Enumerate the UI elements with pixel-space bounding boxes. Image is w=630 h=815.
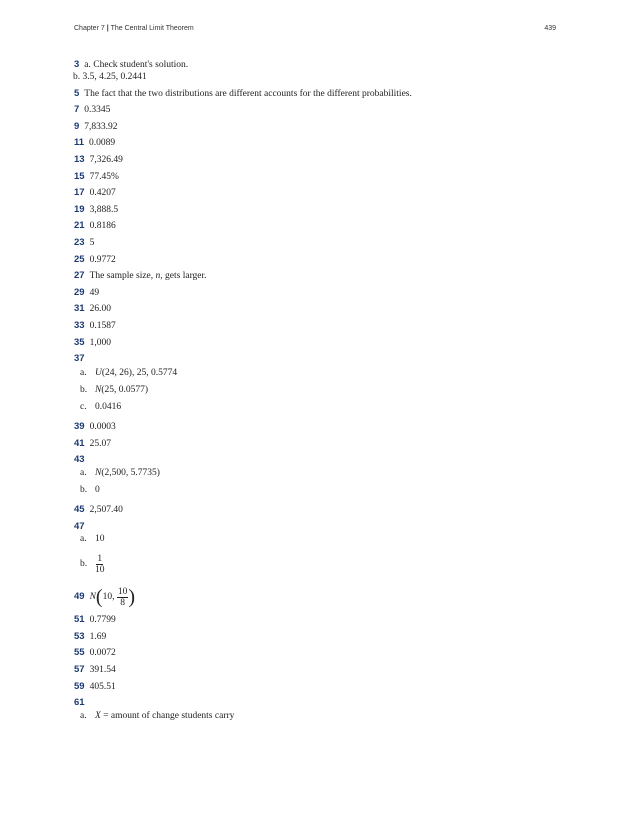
part-label: c.	[80, 402, 87, 413]
answer-number: 25	[74, 253, 85, 265]
variable-N: N	[89, 592, 96, 603]
answer-number: 45	[74, 504, 85, 516]
answer-number: 41	[74, 437, 85, 449]
answer-number: 3	[74, 59, 80, 70]
answer-text: 77.45%	[89, 171, 119, 182]
answer-text: 2,507.40	[89, 505, 123, 516]
answer-number: 31	[74, 303, 85, 315]
answer-text: 0.9772	[89, 254, 116, 265]
answer-47	[74, 521, 564, 533]
answer-text: 0.4207	[89, 188, 116, 199]
answer-text: 1.69	[89, 631, 107, 642]
answer-text: 0.0089	[89, 138, 116, 149]
answer-43-part-a	[74, 467, 564, 484]
answer-number: 7	[74, 104, 80, 116]
answer-number: 17	[74, 187, 85, 199]
answer-text: 49	[89, 287, 100, 298]
part-text: (25, 0.0577)	[101, 385, 149, 396]
answer-45	[74, 504, 564, 521]
running-header	[74, 25, 194, 32]
answer-text-pre: The sample size,	[89, 271, 156, 282]
answer-number: 11	[74, 137, 85, 149]
fraction-numerator: 1	[97, 553, 103, 564]
answer-41	[74, 438, 564, 455]
answer-number: 27	[74, 270, 85, 282]
answer-27	[74, 270, 564, 287]
answer-35	[74, 337, 564, 354]
answer-15	[74, 171, 564, 188]
answer-61-part-a	[74, 710, 564, 722]
answer-part-a: a. Check student's solution.	[84, 60, 189, 70]
answer-text: 0.7799	[89, 615, 116, 626]
header-separator: |	[104, 25, 111, 32]
fraction-numerator: 10	[117, 586, 128, 597]
answer-47-part-b	[74, 547, 564, 581]
answer-number: 61	[74, 697, 85, 709]
part-label: b.	[80, 385, 88, 396]
answer-number: 21	[74, 220, 85, 232]
answer-number: 51	[74, 614, 85, 626]
part-label: b.	[80, 559, 88, 570]
answer-text: 3,888.5	[89, 204, 119, 215]
answer-33	[74, 320, 564, 337]
answer-number: 23	[74, 236, 85, 248]
fraction-denominator: 8	[120, 597, 125, 608]
answer-55	[74, 647, 564, 664]
part-label: a.	[80, 468, 87, 479]
answer-37-part-b	[74, 384, 564, 401]
answer-13	[74, 154, 564, 171]
answer-text: 405.51	[89, 681, 116, 692]
answer-37	[74, 353, 564, 367]
answer-number: 13	[74, 153, 85, 165]
answer-53	[74, 631, 564, 648]
answer-text: 0.1587	[89, 320, 116, 331]
chapter-label: Chapter 7	[74, 25, 105, 32]
answer-number: 29	[74, 286, 85, 298]
answer-59	[74, 681, 564, 698]
answer-number: 47	[74, 521, 85, 533]
part-text: 0.0416	[95, 402, 122, 413]
answer-text: 5	[89, 237, 95, 248]
answer-37-part-a	[74, 367, 564, 384]
answer-text: 0.3345	[84, 105, 111, 116]
answer-number: 9	[74, 120, 80, 132]
answer-7	[74, 104, 564, 121]
answer-text: 25.07	[89, 438, 111, 449]
chapter-title: The Central Limit Theorem	[110, 25, 194, 32]
answer-61	[74, 697, 564, 710]
answer-number: 55	[74, 647, 85, 659]
answer-11	[74, 137, 564, 154]
variable-n: n	[155, 271, 161, 282]
part-label: a.	[80, 534, 87, 545]
answer-57	[74, 664, 564, 681]
answer-19	[74, 204, 564, 221]
answer-number: 35	[74, 336, 85, 348]
fraction	[117, 587, 129, 608]
part-label: b.	[80, 485, 88, 496]
variable-N: N	[95, 468, 102, 479]
answer-21	[74, 220, 564, 237]
answer-number: 39	[74, 421, 85, 433]
variable-X: X	[95, 711, 101, 722]
answer-text-post: , gets larger.	[160, 271, 207, 282]
answer-number: 15	[74, 170, 85, 182]
first-arg: 10,	[102, 592, 117, 603]
answer-17	[74, 187, 564, 204]
part-text: (24, 26), 25, 0.5774	[101, 368, 178, 379]
answer-text: 26.00	[89, 304, 111, 315]
answer-number: 19	[74, 203, 85, 215]
variable-N: N	[95, 385, 102, 396]
part-text: 10	[95, 534, 105, 545]
open-paren: (	[95, 586, 103, 609]
answer-text: 1,000	[89, 337, 111, 348]
answer-3-part-b: b. 3.5, 4.25, 0.2441	[73, 72, 147, 82]
answer-text: 0.8186	[89, 221, 116, 232]
answer-39	[74, 421, 564, 438]
answer-number: 53	[74, 630, 85, 642]
close-paren: )	[128, 586, 136, 609]
answer-25	[74, 254, 564, 271]
answer-text: 391.54	[89, 665, 116, 676]
answer-number: 57	[74, 664, 85, 676]
fraction-denominator: 10	[95, 564, 105, 575]
answer-list	[74, 59, 564, 722]
answer-text: 0.0072	[89, 648, 116, 659]
page-number: 439	[544, 25, 556, 32]
answer-number: 33	[74, 319, 85, 331]
answer-number: 43	[74, 454, 85, 466]
answer-51	[74, 614, 564, 631]
answer-text: 0.0003	[89, 422, 116, 433]
variable-U: U	[95, 368, 102, 379]
answer-text: 7,326.49	[89, 154, 123, 165]
answer-23	[74, 237, 564, 254]
answer-number: 5	[74, 87, 80, 99]
answer-37-part-c	[74, 401, 564, 421]
answer-47-part-a	[74, 533, 564, 547]
answer-5	[74, 88, 564, 105]
answer-49	[74, 581, 564, 613]
fraction	[95, 554, 105, 575]
answer-29	[74, 287, 564, 304]
answer-text: The fact that the two distributions are different accounts for the different probabilities.	[84, 88, 412, 99]
answer-number: 59	[74, 680, 85, 692]
part-text: = amount of change students carry	[100, 711, 235, 722]
answer-number: 37	[74, 353, 85, 365]
answer-43-part-b	[74, 484, 564, 504]
answer-text: 7,833.92	[84, 121, 118, 132]
part-label: a.	[80, 368, 87, 379]
answer-number: 49	[74, 591, 85, 603]
part-label: a.	[80, 711, 87, 722]
answer-31	[74, 303, 564, 320]
part-text: 0	[95, 485, 100, 496]
part-text: (2,500, 5.7735)	[101, 468, 160, 479]
answer-43	[74, 454, 564, 467]
answer-3	[74, 59, 564, 71]
answer-9	[74, 121, 564, 138]
